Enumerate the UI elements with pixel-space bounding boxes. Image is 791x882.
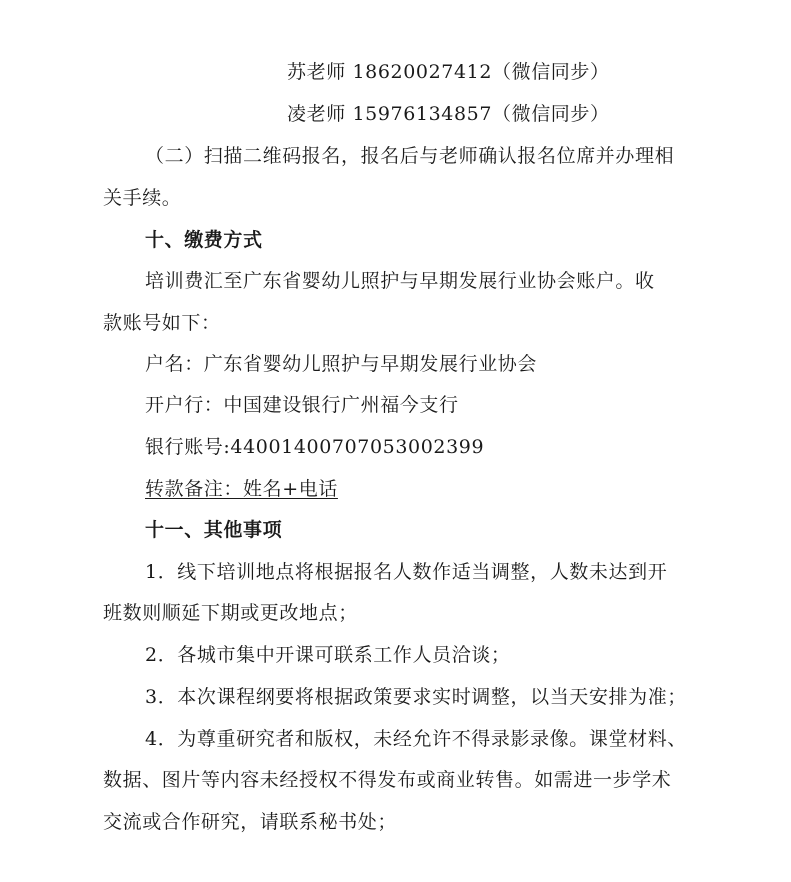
other-item-1-line2: 班数则顺延下期或更改地点； bbox=[103, 602, 358, 624]
account-name: 户名：广东省婴幼儿照护与早期发展行业协会 bbox=[145, 353, 538, 375]
other-item-4-line2: 数据、图片等内容未经授权不得发布或商业转售。如需进一步学术 bbox=[103, 769, 672, 791]
registration-qr-line1: （二）扫描二维码报名，报名后与老师确认报名位席并办理相 bbox=[145, 145, 675, 167]
other-item-2: 2．各城市集中开课可联系工作人员洽谈； bbox=[145, 644, 511, 666]
section-heading-payment: 十、缴费方式 bbox=[145, 229, 263, 251]
contact-su: 苏老师 18620027412（微信同步） bbox=[287, 61, 610, 83]
registration-qr-line2: 关手续。 bbox=[103, 187, 182, 209]
other-item-1-line1: 1．线下培训地点将根据报名人数作适当调整，人数未达到开 bbox=[145, 561, 668, 583]
other-item-3: 3．本次课程纲要将根据政策要求实时调整，以当天安排为准； bbox=[145, 686, 687, 708]
bank-name: 开户行：中国建设银行广州福今支行 bbox=[145, 394, 459, 416]
other-item-4-line3: 交流或合作研究，请联系秘书处； bbox=[103, 811, 398, 833]
account-number: 银行账号:44001400707053002399 bbox=[145, 436, 485, 458]
transfer-remark: 转款备注：姓名+电话 bbox=[145, 478, 338, 500]
other-item-4-line1: 4．为尊重研究者和版权，未经允许不得录影录像。课堂材料、 bbox=[145, 728, 687, 750]
contact-ling: 凌老师 15976134857（微信同步） bbox=[287, 103, 610, 125]
payment-intro-line2: 款账号如下： bbox=[103, 312, 221, 334]
payment-intro-line1: 培训费汇至广东省婴幼儿照护与早期发展行业协会账户。收 bbox=[145, 270, 655, 292]
section-heading-other: 十一、其他事项 bbox=[145, 519, 283, 541]
